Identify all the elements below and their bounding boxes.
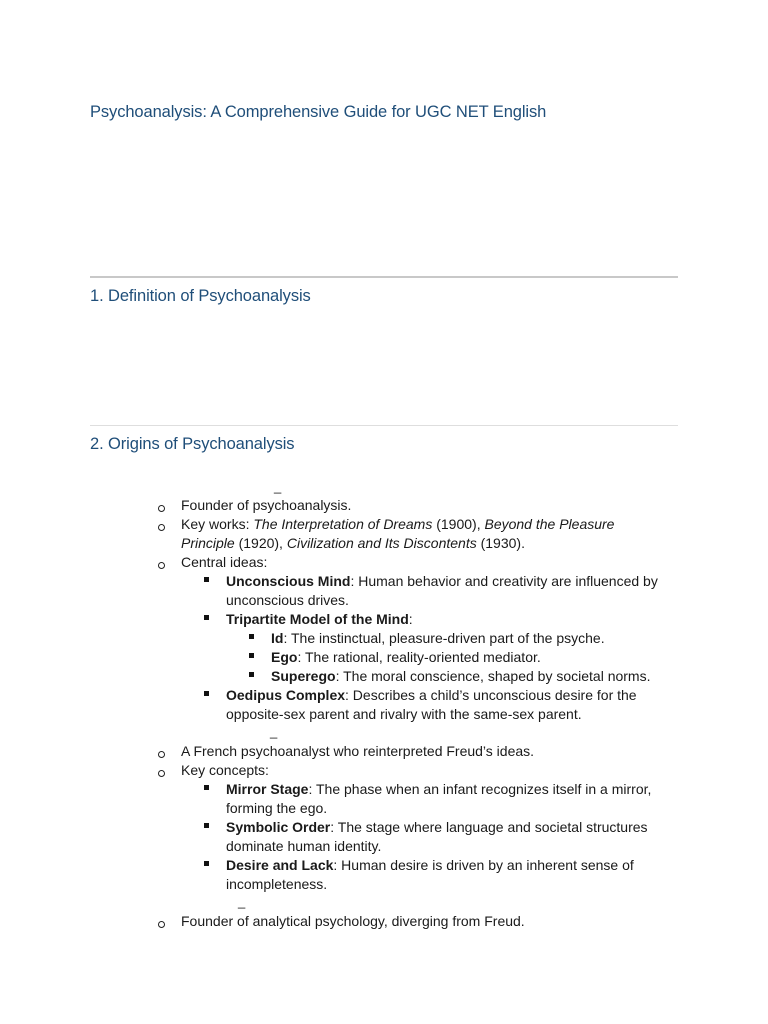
circle-bullet-icon	[158, 751, 165, 758]
lacan-name-marker: _	[270, 724, 278, 739]
concept-term: Symbolic Order	[226, 819, 331, 835]
concept-term: Mirror Stage	[226, 781, 309, 797]
idea-desc: : Describes a child’s unconscious desire for the	[345, 687, 637, 703]
concept-desc: forming the ego.	[226, 800, 328, 816]
square-bullet-icon	[249, 634, 254, 639]
idea-desc: unconscious drives.	[226, 592, 349, 608]
circle-bullet-icon	[158, 770, 165, 777]
square-bullet-icon	[204, 691, 209, 696]
tripartite-ego	[271, 648, 768, 667]
concept-desc: incompleteness.	[226, 876, 328, 892]
concept-desc: : Human desire is driven by an inherent sense of	[333, 857, 634, 873]
tripartite-id	[271, 629, 768, 648]
list-item: A French psychoanalyst who reinterpreted Freud’s ideas.	[181, 743, 535, 759]
tripartite-term: Ego	[271, 649, 298, 665]
freud-name-marker: _	[274, 479, 282, 494]
tripartite-desc: : The moral conscience, shaped by societal norms.	[335, 668, 651, 684]
section-heading-origins: 2. Origins of Psychoanalysis	[90, 435, 295, 453]
square-bullet-icon	[204, 615, 209, 620]
square-bullet-icon	[249, 653, 254, 658]
work-title: Civilization and Its Discontents	[286, 535, 477, 551]
circle-bullet-icon	[158, 505, 165, 512]
section-heading-definition: 1. Definition of Psychoanalysis	[90, 287, 311, 305]
square-bullet-icon	[204, 823, 209, 828]
horizontal-rule	[90, 425, 678, 426]
jung-name-marker: _	[238, 894, 246, 909]
idea-desc: opposite-sex parent and rivalry with the same-sex parent.	[226, 706, 582, 722]
idea-tripartite-model	[226, 610, 726, 629]
concept-desc: : The phase when an infant recognizes itself in a mirror,	[308, 781, 652, 797]
work-year: (1920),	[234, 535, 287, 551]
key-works-prefix: Key works:	[181, 516, 254, 532]
work-year: (1930).	[476, 535, 525, 551]
work-year: (1900),	[432, 516, 485, 532]
square-bullet-icon	[204, 861, 209, 866]
idea-term: Tripartite Model of the Mind	[226, 611, 409, 627]
tripartite-desc: : The rational, reality-oriented mediator.	[297, 649, 541, 665]
tripartite-term: Superego	[271, 668, 336, 684]
concept-term: Desire and Lack	[226, 857, 334, 873]
concept-desc: dominate human identity.	[226, 838, 382, 854]
concept-desc: : The stage where language and societal structures	[330, 819, 648, 835]
square-bullet-icon	[204, 577, 209, 582]
tripartite-term: Id	[271, 630, 284, 646]
tripartite-superego	[271, 667, 768, 686]
list-item: Founder of psychoanalysis.	[181, 497, 352, 513]
circle-bullet-icon	[158, 921, 165, 928]
square-bullet-icon	[204, 785, 209, 790]
idea-term: Oedipus Complex	[226, 687, 346, 703]
work-title: The Interpretation of Dreams	[253, 516, 433, 532]
horizontal-rule	[90, 276, 678, 278]
idea-desc: : Human behavior and creativity are influenced by	[350, 573, 658, 589]
document-title: Psychoanalysis: A Comprehensive Guide for UGC NET English	[90, 103, 547, 121]
work-title: Beyond the Pleasure	[484, 516, 615, 532]
idea-term: Unconscious Mind	[226, 573, 351, 589]
circle-bullet-icon	[158, 562, 165, 569]
list-item: Founder of analytical psychology, diverging from Freud.	[181, 913, 525, 929]
list-item: Central ideas:	[181, 554, 268, 570]
tripartite-desc: : The instinctual, pleasure-driven part of the psyche.	[283, 630, 605, 646]
circle-bullet-icon	[158, 524, 165, 531]
work-title: Principle	[181, 535, 235, 551]
square-bullet-icon	[249, 672, 254, 677]
idea-desc: :	[408, 611, 413, 627]
list-item: Key concepts:	[181, 762, 269, 778]
